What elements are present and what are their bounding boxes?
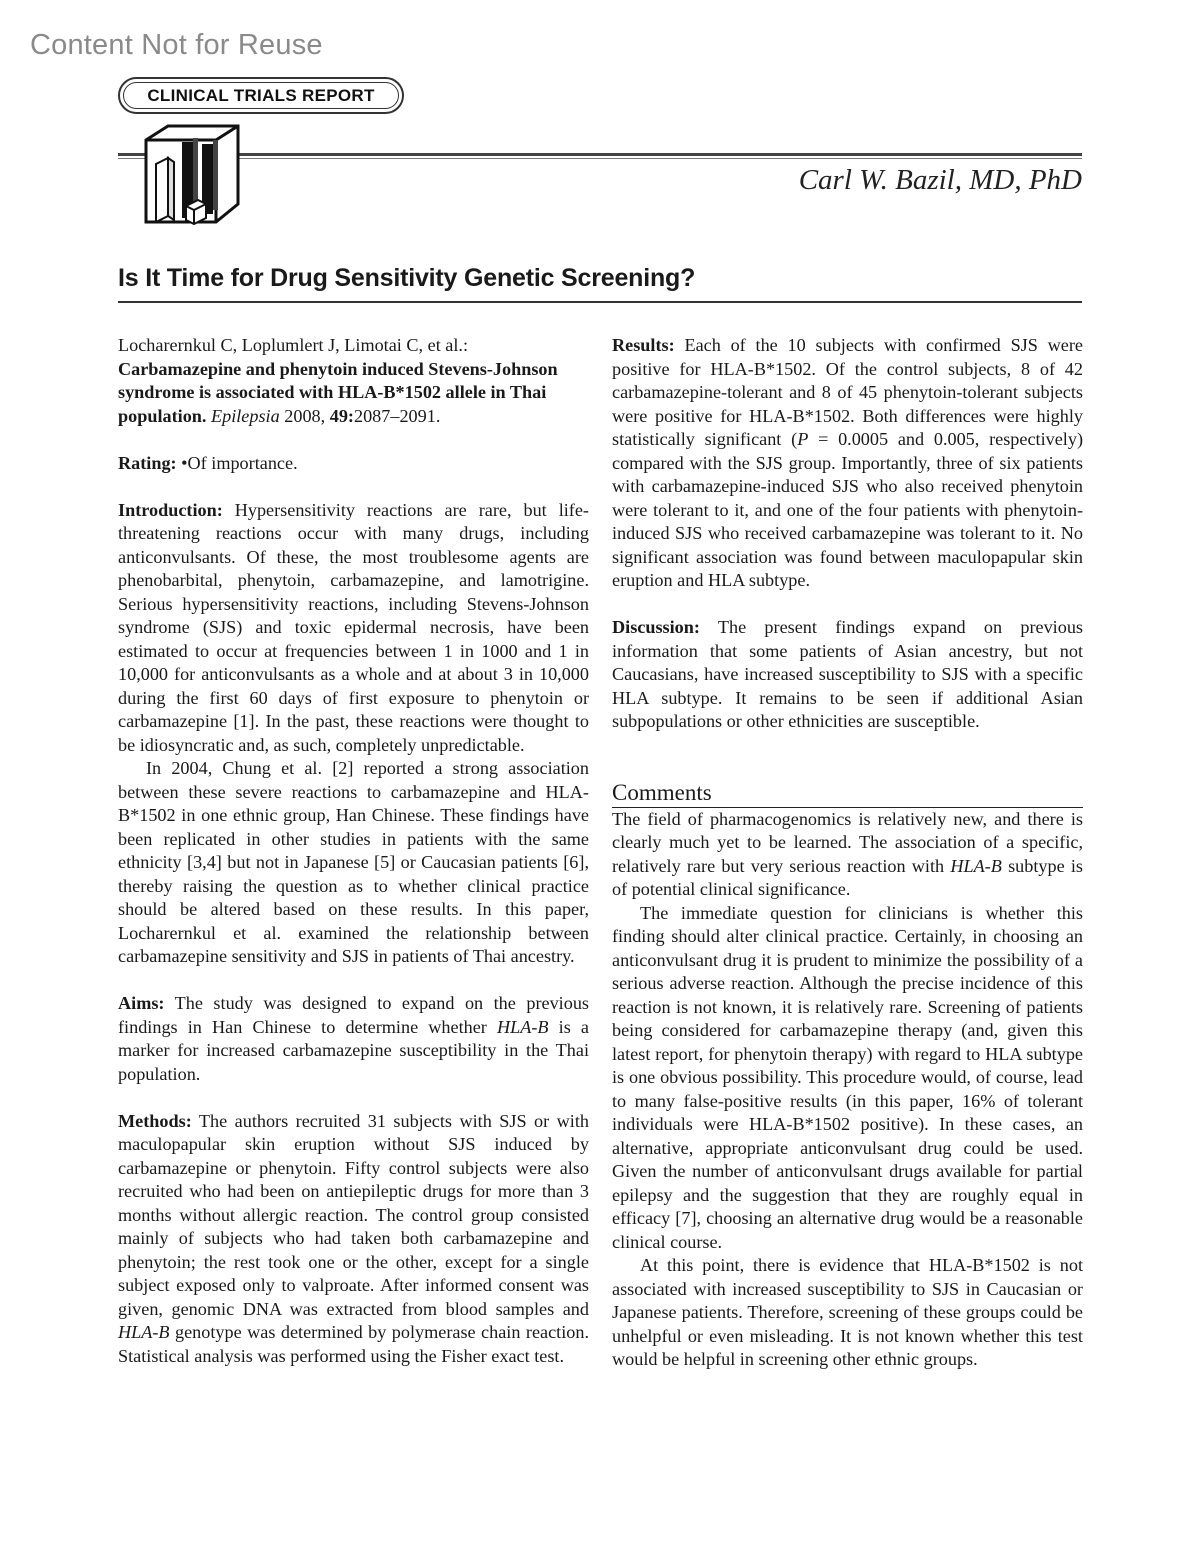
comments-paragraph-3: At this point, there is evidence that HLA-B*1502 is not associated with increased susceptibility to SJS in Caucasian or Japanese patients. Therefore, screening of these groups could be unhelpful or even misleading. It is not known whether this test would be helpful in screening other ethnic groups. <box>612 1255 1083 1369</box>
introduction-label: Introduction: <box>118 499 223 520</box>
methods-text-b: genotype was determined by polymerase chain reaction. Statistical analysis was performed using the Fisher exact test. <box>118 1322 590 1366</box>
introduction-text-1: Hypersensitivity reactions are rare, but life-threatening reactions occur with many drugs, including anticonvulsants. Of these, the most troublesome agents are phenobarbital, phenytoin, carbamazepine, and lamotrigine. Serious hypersensitivity reactions, including Stevens-Johnson syndrome (SJS) and toxic epidermal necrosis, have been estimated to occur at frequencies between 1 in 1000 and 1 in 10,000 for anticonvulsants as a whole and at about 3 in 10,000 during the first 60 days of first exposure to phenytoin or carbamazepine [1]. In the past, these reactions were thought to be idiosyncratic and, as such, completely unpredictable. <box>118 499 589 755</box>
article-title: Is It Time for Drug Sensitivity Genetic Screening? <box>118 264 696 292</box>
rating-value: •Of importance. <box>181 452 298 473</box>
header-rule-thin <box>118 158 1082 159</box>
aims-text-b: is a marker for increased carbamazepine susceptibility in the Thai population. <box>118 1016 590 1084</box>
left-column <box>118 334 589 1368</box>
title-rule <box>118 301 1082 303</box>
citation-paper-title: Carbamazepine and phenytoin induced Stevens-Johnson syndrome is associated with HLA-B*1502 allele in Thai population. <box>118 358 558 426</box>
citation-journal: Epilepsia <box>211 405 280 426</box>
introduction-paragraph-2: In 2004, Chung et al. [2] reported a strong association between these severe reactions to carbamazepine and HLA-B*1502 in one ethnic group, Han Chinese. These findings have been replicated in other studies in patients with the same ethnicity [3,4] but not in Japanese [5] or Caucasian patients [6], thereby raising the question as to whether clinical practice should be altered based on these results. In this paper, Locharernkul et al. examined the relationship between carbamazepine sensitivity and SJS in patients of Thai ancestry. <box>118 758 589 966</box>
introduction-paragraph-1 <box>118 499 589 758</box>
bar-chart-icon <box>138 122 246 228</box>
author-name: Carl W. Bazil, MD, PhD <box>798 164 1082 196</box>
methods-label: Methods: <box>118 1110 192 1131</box>
watermark: Content Not for Reuse <box>30 29 323 61</box>
methods-text-a: The authors recruited 31 subjects with SJS or with maculopapular skin eruption without SJS induced by carbamazepine or phenytoin. Fifty control subjects were also recruited who had been on antiepileptic drugs for more than 3 months without allergic reaction. The control group consisted mainly of subjects who had taken both carbamazepine and phenytoin; the rest took one or the other, except for a single subject exposed only to valproate. After informed consent was given, genomic DNA was extracted from blood samples and <box>118 1110 589 1319</box>
right-column <box>612 334 1083 1372</box>
results-paragraph <box>612 334 1083 593</box>
results-text-b: = 0.0005 and 0.005, respectively) compared with the SJS group. Importantly, three of six patients with carbamazepine-induced SJS who also received phenytoin were tolerant to it, and one of the four patients with phenytoin-induced SJS who received carbamazepine was tolerant to it. No significant association was found between maculopapular skin eruption and HLA subtype. <box>612 429 1083 590</box>
results-label: Results: <box>612 335 675 355</box>
comments-paragraph-2: The immediate question for clinicians is whether this finding should alter clinical practice. Certainly, in choosing an anticonvulsant drug it is prudent to minimize the possibility of a serious adverse reaction. Although the precise incidence of this reaction is not known, it is relatively rare. Screening of patients being considered for carbamazepine therapy (and, given this latest report, for phenytoin therapy) with regard to HLA subtype is one obvious possibility. This procedure would, of course, lead to many false-positive results (in this paper, 16% of tolerant individuals were HLA-B*1502 positive). In these cases, an alternative, appropriate anticonvulsant drug could be used. Given the number of anticonvulsant drugs available for partial epilepsy and the suggestion that they are roughly equal in efficacy [7], choosing an alternative drug would be a reasonable clinical course. <box>612 902 1083 1252</box>
section-label: CLINICAL TRIALS REPORT <box>147 85 375 105</box>
aims-gene: HLA-B <box>497 1016 549 1037</box>
aims-text-a: The study was designed to expand on the previous findings in Han Chinese to determine whether <box>118 993 589 1037</box>
citation-pages: 2087–2091. <box>353 405 441 426</box>
comments-heading: Comments <box>612 780 1083 808</box>
results-text-a: Each of the 10 subjects with confirmed SJS were positive for HLA-B*1502. Of the control subjects, 8 of 42 carbamazepine-tolerant and 8 of 45 phenytoin-tolerant subjects were positive for HLA-B*1502. Both differences were highly statistically significant ( <box>612 335 1084 449</box>
aims-label: Aims: <box>118 993 165 1013</box>
citation <box>118 334 589 428</box>
comments-text-1a: The field of pharmacogenomics is relatively new, and there is clearly much yet to be learned. The association of a specific, relatively rare but very serious reaction with <box>612 808 1083 876</box>
section-badge <box>118 77 404 114</box>
comments-paragraph-1 <box>612 808 1083 902</box>
rating <box>118 452 589 476</box>
methods-paragraph <box>118 1110 589 1369</box>
aims-paragraph <box>118 992 589 1086</box>
citation-authors: Locharernkul C, Loplumlert J, Limotai C, et al.: <box>118 335 469 355</box>
comments-gene: HLA-B <box>950 855 1002 876</box>
discussion-text: The present findings expand on previous information that some patients of Asian ancestry, but not Caucasians, have increased susceptibility to SJS with a specific HLA subtype. It remains to be seen if additional Asian subpopulations or other ethnicities are susceptible. <box>612 617 1083 731</box>
rating-label: Rating: <box>118 452 177 473</box>
citation-year: 2008, <box>284 405 326 426</box>
methods-gene: HLA-B <box>118 1322 170 1342</box>
comments-text-1b: subtype is of potential clinical significance. <box>612 855 1083 899</box>
citation-volume: 49: <box>329 405 354 426</box>
discussion-paragraph <box>612 616 1083 734</box>
results-p-symbol: P <box>797 429 809 449</box>
discussion-label: Discussion: <box>612 617 700 637</box>
header-rule <box>118 153 1082 156</box>
